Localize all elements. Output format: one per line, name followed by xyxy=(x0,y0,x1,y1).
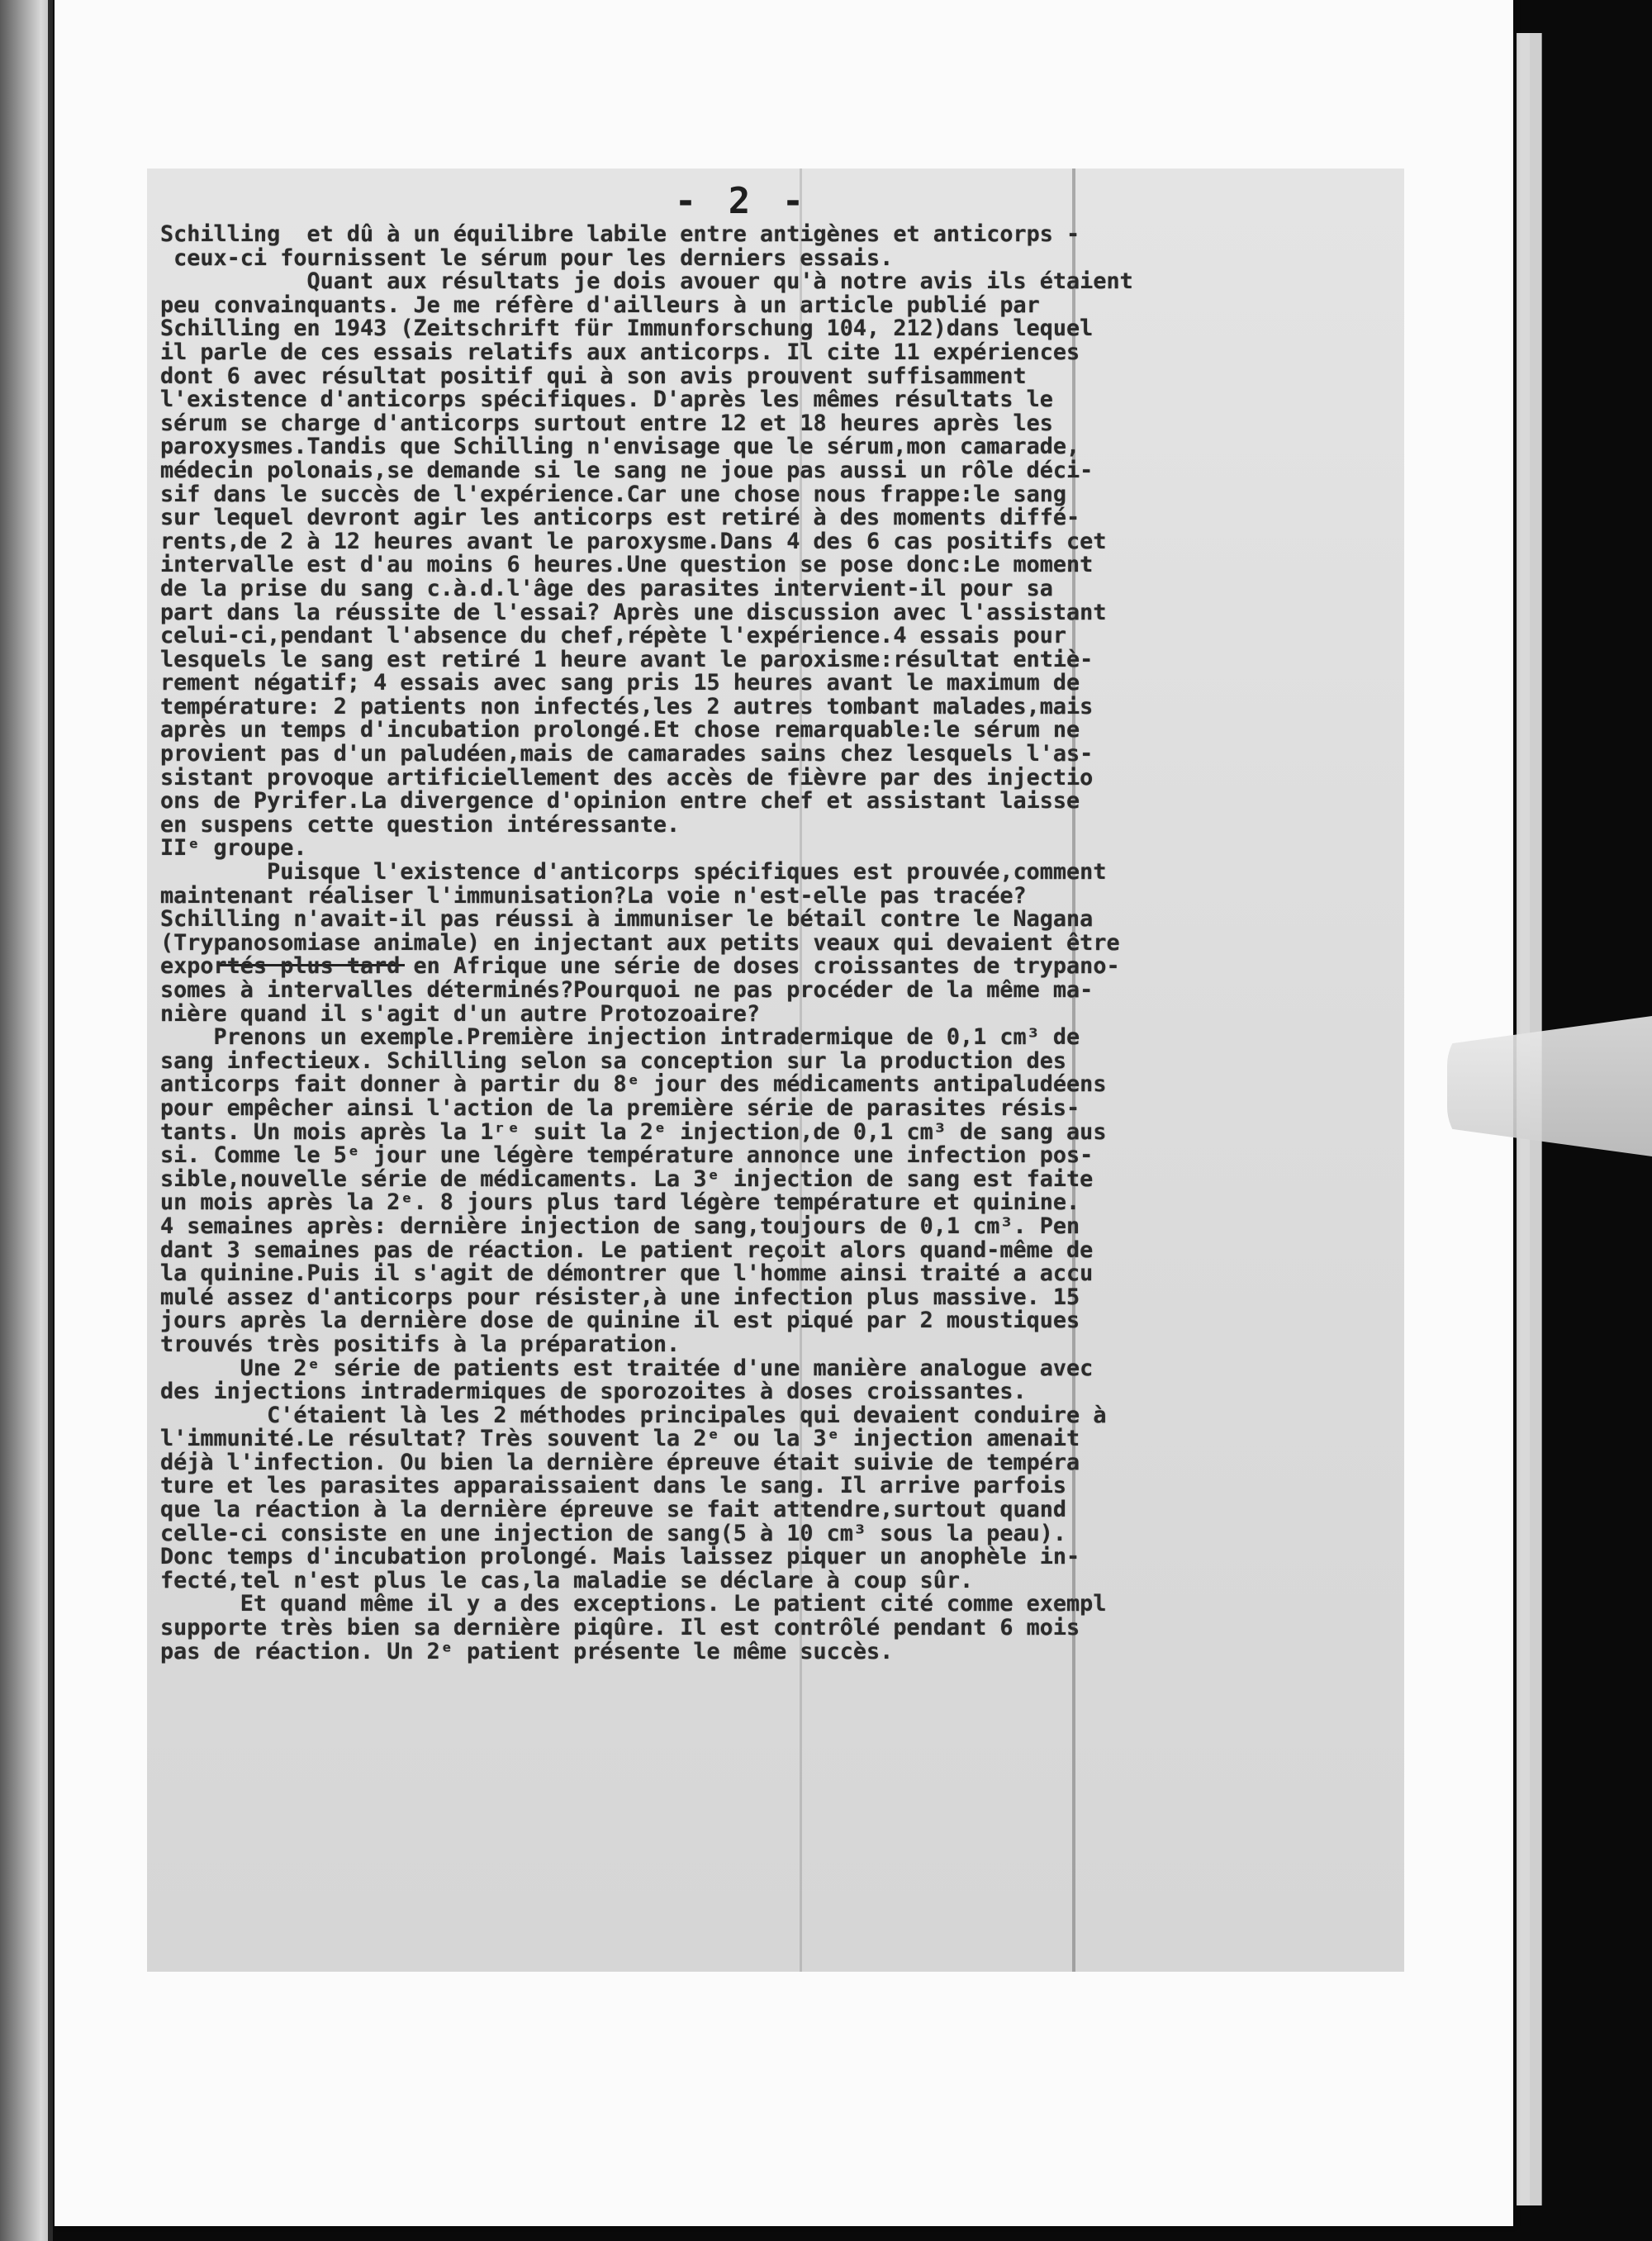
text-line: anticorps fait donner à partir du 8ᵉ jour des médicaments antipaludéens xyxy=(160,1071,1107,1098)
text-line: peu convainquants. Je me réfère d'ailleurs à un article publié par xyxy=(160,292,1040,318)
text-line: si. Comme le 5ᵉ jour une légère température annonce une infection pos- xyxy=(160,1142,1094,1169)
text-line: rents,de 2 à 12 heures avant le paroxysme.Dans 4 des 6 cas positifs cet xyxy=(160,528,1107,554)
document-sheet xyxy=(55,0,1513,2226)
text-line: rement négatif; 4 essais avec sang pris 15 heures avant le maximum de xyxy=(160,670,1080,696)
text-line: Schilling en 1943 (Zeitschrift für Immunforschung 104, 212)dans lequel xyxy=(160,316,1094,342)
text-line: provient pas d'un paludéen,mais de camarades sains chez lesquels l'as- xyxy=(160,741,1094,767)
binder-spine-edge xyxy=(48,0,53,2241)
text-line: ceux-ci fournissent le sérum pour les derniers essais. xyxy=(160,245,894,271)
text-line: sible,nouvelle série de médicaments. La 3ᵉ injection de sang est faite xyxy=(160,1166,1094,1192)
text-line: exportés plus tard en Afrique une série de doses croissantes de trypano- xyxy=(160,953,1120,980)
text-line: dant 3 semaines pas de réaction. Le patient reçoit alors quand-même de xyxy=(160,1237,1094,1263)
text-line: température: 2 patients non infectés,les 2 autres tombant malades,mais xyxy=(160,693,1094,719)
text-line: pour empêcher ainsi l'action de la première série de parasites résis- xyxy=(160,1094,1080,1121)
text-line: trouvés très positifs à la préparation. xyxy=(160,1331,681,1357)
text-line: 4 semaines après: dernière injection de sang,toujours de 0,1 cm³. Pen xyxy=(160,1213,1080,1239)
text-line: fecté,tel n'est plus le cas,la maladie se déclare à coup sûr. xyxy=(160,1567,974,1593)
text-line: dont 6 avec résultat positif qui à son avis prouvent suffisamment xyxy=(160,363,1027,389)
text-line: paroxysmes.Tandis que Schilling n'envisage que le sérum,mon camarade, xyxy=(160,434,1080,460)
text-line: maintenant réaliser l'immunisation?La voie n'est-elle pas tracée? xyxy=(160,882,1027,909)
text-line: Une 2ᵉ série de patients est traitée d'une manière analogue avec xyxy=(160,1355,1094,1381)
text-line: part dans la réussite de l'essai? Après une discussion avec l'assistant xyxy=(160,599,1107,625)
text-line: de la prise du sang c.à.d.l'âge des parasites intervient-il pour sa xyxy=(160,575,1053,601)
text-line: après un temps d'incubation prolongé.Et chose remarquable:le sérum ne xyxy=(160,717,1080,743)
text-line: IIᵉ groupe. xyxy=(160,835,307,862)
text-line: sang infectieux. Schilling selon sa conception sur la production des xyxy=(160,1047,1067,1074)
text-line: il parle de ces essais relatifs aux anticorps. Il cite 11 expériences xyxy=(160,339,1080,365)
text-line: en suspens cette question intéressante. xyxy=(160,811,681,838)
text-line: l'immunité.Le résultat? Très souvent la 2ᵉ ou la 3ᵉ injection amenait xyxy=(160,1426,1080,1452)
text-line: celui-ci,pendant l'absence du chef,répète l'expérience.4 essais pour xyxy=(160,623,1067,649)
text-line: nière quand il s'agit d'un autre Protozoaire? xyxy=(160,1000,760,1027)
typed-page-photocopy xyxy=(147,169,1404,1972)
binder-spine xyxy=(0,0,51,2241)
page-number: - 2 - xyxy=(674,180,809,222)
text-line: Schilling n'avait-il pas réussi à immuniser le bétail contre le Nagana xyxy=(160,906,1094,933)
text-line: tants. Un mois après la 1ʳᵉ suit la 2ᵉ injection,de 0,1 cm³ de sang aus xyxy=(160,1118,1107,1145)
text-line: sif dans le succès de l'expérience.Car une chose nous frappe:le sang xyxy=(160,481,1067,507)
text-line: ons de Pyrifer.La divergence d'opinion entre chef et assistant laisse xyxy=(160,788,1080,814)
text-line: celle-ci consiste en une injection de sang(5 à 10 cm³ sous la peau). xyxy=(160,1520,1067,1546)
text-line: Schilling et dû à un équilibre labile entre antigènes et anticorps - xyxy=(160,221,1080,247)
text-line: Donc temps d'incubation prolongé. Mais laissez piquer un anophèle in- xyxy=(160,1544,1080,1570)
text-line: déjà l'infection. Ou bien la dernière épreuve était suivie de tempéra xyxy=(160,1449,1080,1475)
text-line: Prenons un exemple.Première injection intradermique de 0,1 cm³ de xyxy=(160,1024,1080,1051)
text-line: médecin polonais,se demande si le sang ne joue pas aussi un rôle déci- xyxy=(160,457,1094,483)
text-line: que la réaction à la dernière épreuve se fait attendre,surtout quand xyxy=(160,1497,1067,1523)
text-line: Et quand même il y a des exceptions. Le patient cité comme exempl xyxy=(160,1591,1107,1617)
text-line: Puisque l'existence d'anticorps spécifiques est prouvée,comment xyxy=(160,859,1107,885)
text-line: intervalle est d'au moins 6 heures.Une question se pose donc:Le moment xyxy=(160,552,1094,578)
text-line: C'étaient là les 2 méthodes principales qui devaient conduire à xyxy=(160,1402,1107,1428)
text-line: Quant aux résultats je dois avouer qu'à notre avis ils étaient xyxy=(160,268,1133,295)
typed-text-body xyxy=(160,223,1399,1664)
text-line: la quinine.Puis il s'agit de démontrer que l'homme ainsi traité a accu xyxy=(160,1261,1094,1287)
text-line: somes à intervalles déterminés?Pourquoi ne pas procéder de la même ma- xyxy=(160,977,1094,1003)
text-line: mulé assez d'anticorps pour résister,à une infection plus massive. 15 xyxy=(160,1284,1080,1310)
text-line: sérum se charge d'anticorps surtout entre 12 et 18 heures après les xyxy=(160,410,1053,436)
text-line: un mois après la 2ᵉ. 8 jours plus tard légère température et quinine. xyxy=(160,1189,1080,1216)
text-line: l'existence d'anticorps spécifiques. D'après les mêmes résultats le xyxy=(160,387,1053,413)
text-line: sur lequel devront agir les anticorps est retiré à des moments diffé- xyxy=(160,505,1080,531)
text-line: sistant provoque artificiellement des accès de fièvre par des injectio xyxy=(160,764,1094,791)
text-line: ture et les parasites apparaissaient dans le sang. Il arrive parfois xyxy=(160,1473,1067,1499)
text-line: supporte très bien sa dernière piqûre. Il est contrôlé pendant 6 mois xyxy=(160,1615,1080,1641)
text-line: (Trypanosomiase animale) en injectant aux petits veaux qui devaient être xyxy=(160,929,1120,956)
text-line: pas de réaction. Un 2ᵉ patient présente le même succès. xyxy=(160,1638,894,1664)
text-line: lesquels le sang est retiré 1 heure avant le paroxisme:résultat entiè- xyxy=(160,646,1094,672)
text-line: jours après la dernière dose de quinine il est piqué par 2 moustiques xyxy=(160,1308,1080,1334)
text-line: des injections intradermiques de sporozoites à doses croissantes. xyxy=(160,1379,1027,1405)
